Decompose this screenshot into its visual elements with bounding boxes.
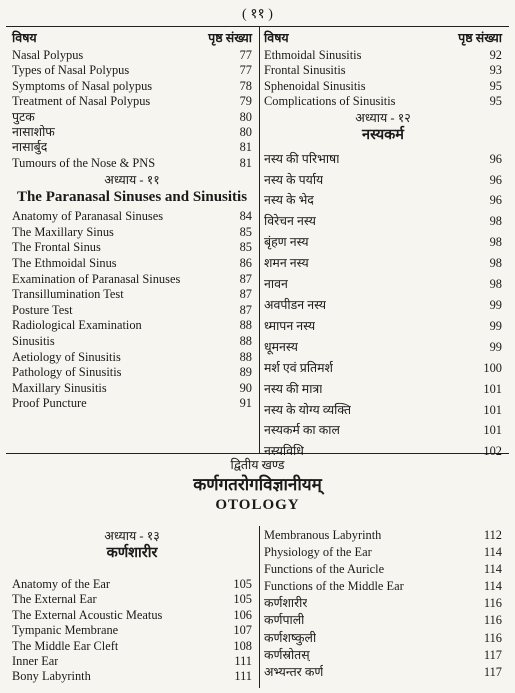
chapter-title: नस्यकर्म <box>362 126 404 143</box>
toc-entry <box>12 334 252 350</box>
entry-page: 90 <box>239 380 252 395</box>
entry-page: 92 <box>489 48 502 62</box>
entry-title: The External Acoustic Meatus <box>12 607 163 622</box>
toc-list <box>264 149 502 463</box>
entry-title: नस्य के पर्याय <box>264 172 324 187</box>
entry-page: 114 <box>483 545 502 560</box>
entry-title: Inner Ear <box>12 654 59 669</box>
chapter-label: अध्याय - १३ <box>104 529 160 543</box>
toc-entry <box>264 79 502 94</box>
toc-entry <box>264 274 502 295</box>
toc-entry <box>264 94 502 109</box>
entry-title: Radiological Examination <box>12 318 142 333</box>
entry-title: अवपीडन नस्य <box>264 297 327 312</box>
entry-page: 116 <box>483 630 502 645</box>
entry-title: नावन <box>264 277 288 292</box>
entry-title: नस्य की परिभाषा <box>264 151 340 166</box>
chapter-title: The Paranasal Sinuses and Sinusitis <box>16 189 248 206</box>
entry-title: नासाशोफ <box>12 125 55 140</box>
entry-page: 81 <box>239 155 252 170</box>
chapter-title: कर्णशारीर <box>106 545 158 561</box>
entry-title: Nasal Polypus <box>12 48 84 62</box>
toc-list <box>12 577 252 685</box>
entry-title: नस्यकर्म का काल <box>264 423 340 438</box>
entry-title: The Frontal Sinus <box>12 240 101 255</box>
entry-title: कर्णपाली <box>264 613 305 628</box>
entry-page: 87 <box>239 271 252 286</box>
entry-title: The Ethmoidal Sinus <box>12 256 117 271</box>
toc-entry <box>264 527 502 544</box>
entry-page: 88 <box>239 349 252 364</box>
page-header: पृष्ठ संख्या <box>208 31 252 45</box>
toc-entry <box>264 149 502 170</box>
entry-page: 111 <box>234 669 252 684</box>
entry-page: 87 <box>239 302 252 317</box>
entry-title: शमन नस्य <box>264 256 309 271</box>
entry-title: Physiology of the Ear <box>264 545 372 560</box>
toc-entry <box>12 140 252 155</box>
part-subtitle: OTOLOGY <box>215 497 300 513</box>
entry-page: 80 <box>239 109 252 124</box>
entry-page: 101 <box>483 402 502 417</box>
toc-entry <box>264 232 502 253</box>
entry-page: 111 <box>234 654 252 669</box>
entry-page: 88 <box>239 334 252 348</box>
entry-title: नस्य के योग्य व्यक्ति <box>264 402 352 417</box>
toc-entry <box>264 379 502 400</box>
toc-entry <box>12 63 252 78</box>
entry-page: 85 <box>239 240 252 255</box>
toc-entry <box>264 595 502 612</box>
entry-title: Functions of the Auricle <box>264 562 385 577</box>
column-divider-bottom <box>259 526 260 688</box>
toc-entry <box>264 630 502 647</box>
page-number: ( ११ ) <box>242 7 273 22</box>
entry-title: Sinusitis <box>12 334 55 348</box>
entry-title: Functions of the Middle Ear <box>264 579 404 594</box>
entry-title: Transillumination Test <box>12 287 124 302</box>
entry-title: कर्णशारीर <box>264 596 308 611</box>
entry-title: नस्य के भेद <box>264 193 314 208</box>
page-header: पृष्ठ संख्या <box>458 31 502 45</box>
entry-title: Anatomy of Paranasal Sinuses <box>12 209 164 224</box>
toc-entry <box>264 48 502 63</box>
entry-page: 108 <box>233 638 252 653</box>
toc-entry <box>12 79 252 94</box>
toc-entry <box>12 639 252 654</box>
entry-page: 95 <box>489 94 502 109</box>
toc-entry <box>264 358 502 379</box>
toc-entry <box>12 209 252 225</box>
entry-page: 98 <box>489 235 502 250</box>
entry-title: पुटक <box>12 109 35 124</box>
entry-page: 93 <box>489 63 502 78</box>
entry-title: Sphenoidal Sinusitis <box>264 78 366 93</box>
entry-page: 81 <box>239 140 252 155</box>
toc-entry <box>12 654 252 669</box>
entry-page: 84 <box>239 209 252 224</box>
entry-title: नस्य की मात्रा <box>264 381 323 396</box>
entry-page: 89 <box>239 365 252 380</box>
entry-title: Ethmoidal Sinusitis <box>264 48 362 62</box>
toc-entry <box>12 623 252 638</box>
toc-entry <box>264 578 502 595</box>
entry-title: Tympanic Membrane <box>12 623 119 638</box>
entry-page: 99 <box>489 339 502 354</box>
entry-page: 100 <box>483 360 502 375</box>
entry-title: The Maxillary Sinus <box>12 224 114 239</box>
entry-page: 98 <box>489 277 502 292</box>
chapter-label: अध्याय - ११ <box>104 173 160 188</box>
entry-page: 106 <box>233 607 252 622</box>
entry-title: बृंहण नस्य <box>264 235 309 250</box>
entry-page: 85 <box>239 224 252 239</box>
toc-entry <box>264 420 502 441</box>
chapter-label: अध्याय - १२ <box>355 110 411 125</box>
toc-entry <box>12 396 252 412</box>
toc-entry <box>12 608 252 623</box>
entry-page: 80 <box>239 125 252 140</box>
entry-title: अभ्यन्तर कर्ण <box>264 664 324 679</box>
top-rule <box>6 26 509 27</box>
entry-page: 101 <box>483 381 502 396</box>
column-header <box>264 30 502 46</box>
entry-title: The Middle Ear Cleft <box>12 638 119 653</box>
entry-page: 98 <box>489 214 502 229</box>
entry-page: 105 <box>233 577 252 591</box>
entry-title: Maxillary Sinusitis <box>12 380 107 395</box>
entry-page: 105 <box>233 592 252 607</box>
entry-title: Complications of Sinusitis <box>264 94 396 109</box>
entry-page: 117 <box>483 647 502 662</box>
toc-entry <box>264 561 502 578</box>
entry-page: 96 <box>489 172 502 187</box>
toc-entry <box>12 125 252 140</box>
entry-title: Membranous Labyrinth <box>264 528 382 542</box>
entry-page: 116 <box>483 613 502 628</box>
toc-entry <box>264 337 502 358</box>
entry-title: मर्श एवं प्रतिमर्श <box>264 360 333 375</box>
entry-page: 102 <box>483 444 502 459</box>
entry-title: कर्णस्रोतस् <box>264 647 310 662</box>
toc-entry <box>12 365 252 381</box>
toc-column-left <box>12 30 252 412</box>
entry-title: Proof Puncture <box>12 396 87 411</box>
entry-page: 78 <box>239 78 252 93</box>
toc-entry <box>264 190 502 211</box>
part-label: द्वितीय खण्ड <box>230 458 285 472</box>
entry-title: Frontal Sinusitis <box>264 63 346 78</box>
entry-page: 99 <box>489 297 502 312</box>
entry-page: 114 <box>483 579 502 594</box>
entry-title: कर्णशष्कुली <box>264 630 317 645</box>
toc-entry <box>264 253 502 274</box>
toc-entry <box>264 664 502 681</box>
entry-page: 95 <box>489 78 502 93</box>
toc-entry <box>12 318 252 334</box>
entry-page: 77 <box>239 63 252 78</box>
entry-title: Types of Nasal Polypus <box>12 63 130 78</box>
entry-page: 114 <box>483 562 502 577</box>
entry-title: Tumours of the Nose & PNS <box>12 155 156 170</box>
toc-entry <box>12 94 252 109</box>
toc-entry <box>264 400 502 421</box>
toc-entry <box>264 211 502 232</box>
entry-title: Aetiology of Sinusitis <box>12 349 121 364</box>
entry-page: 99 <box>489 318 502 333</box>
toc-entry <box>264 295 502 316</box>
toc-entry <box>264 63 502 78</box>
entry-title: धूमनस्य <box>264 339 298 354</box>
entry-title: Bony Labyrinth <box>12 669 91 684</box>
subject-header: विषय <box>264 31 289 45</box>
column-header <box>12 30 252 46</box>
entry-page: 87 <box>239 287 252 302</box>
entry-title: नस्यविधि <box>264 444 304 459</box>
entry-page: 88 <box>239 318 252 333</box>
entry-title: Pathology of Sinusitis <box>12 365 122 380</box>
toc-entry <box>12 256 252 272</box>
entry-page: 96 <box>489 193 502 208</box>
entry-page: 79 <box>239 94 252 109</box>
entry-title: नासार्बुद <box>12 140 48 155</box>
toc-entry <box>264 170 502 191</box>
toc-entry <box>12 240 252 256</box>
toc-list <box>12 209 252 412</box>
toc-list <box>264 527 502 681</box>
entry-page: 107 <box>233 623 252 638</box>
toc-entry <box>264 544 502 561</box>
toc-entry <box>12 350 252 366</box>
entry-page: 98 <box>489 256 502 271</box>
entry-page: 86 <box>239 256 252 271</box>
toc-entry <box>12 48 252 63</box>
column-divider-top <box>259 26 260 453</box>
toc-column-right-bottom <box>264 527 502 681</box>
toc-column-right <box>264 30 502 462</box>
toc-entry <box>264 647 502 664</box>
entry-title: ध्मापन नस्य <box>264 318 316 333</box>
entry-title: Anatomy of the Ear <box>12 577 111 591</box>
toc-entry <box>12 110 252 125</box>
entry-title: Treatment of Nasal Polypus <box>12 94 151 109</box>
toc-entry <box>12 303 252 319</box>
entry-page: 77 <box>239 48 252 62</box>
entry-page: 101 <box>483 423 502 438</box>
toc-entry <box>12 381 252 397</box>
entry-page: 112 <box>483 528 502 542</box>
entry-title: Examination of Paranasal Sinuses <box>12 271 181 286</box>
toc-entry <box>12 272 252 288</box>
toc-entry <box>12 225 252 241</box>
toc-entry <box>12 156 252 171</box>
toc-column-left-bottom <box>12 529 252 685</box>
entry-page: 117 <box>483 664 502 679</box>
entry-title: विरेचन नस्य <box>264 214 316 229</box>
toc-entry <box>12 577 252 592</box>
toc-entry <box>12 287 252 303</box>
part-title: कर्णगतरोगविज्ञानीयम् <box>193 475 322 494</box>
toc-entry <box>264 612 502 629</box>
toc-entry <box>12 592 252 607</box>
entry-page: 116 <box>483 596 502 611</box>
entry-title: Posture Test <box>12 302 73 317</box>
toc-entry <box>264 316 502 337</box>
toc-list <box>12 48 252 171</box>
toc-list <box>264 48 502 110</box>
entry-title: Symptoms of Nasal polypus <box>12 78 153 93</box>
toc-entry <box>12 669 252 684</box>
entry-title: The External Ear <box>12 592 97 607</box>
entry-page: 96 <box>489 151 502 166</box>
entry-page: 91 <box>239 396 252 411</box>
subject-header: विषय <box>12 31 37 45</box>
